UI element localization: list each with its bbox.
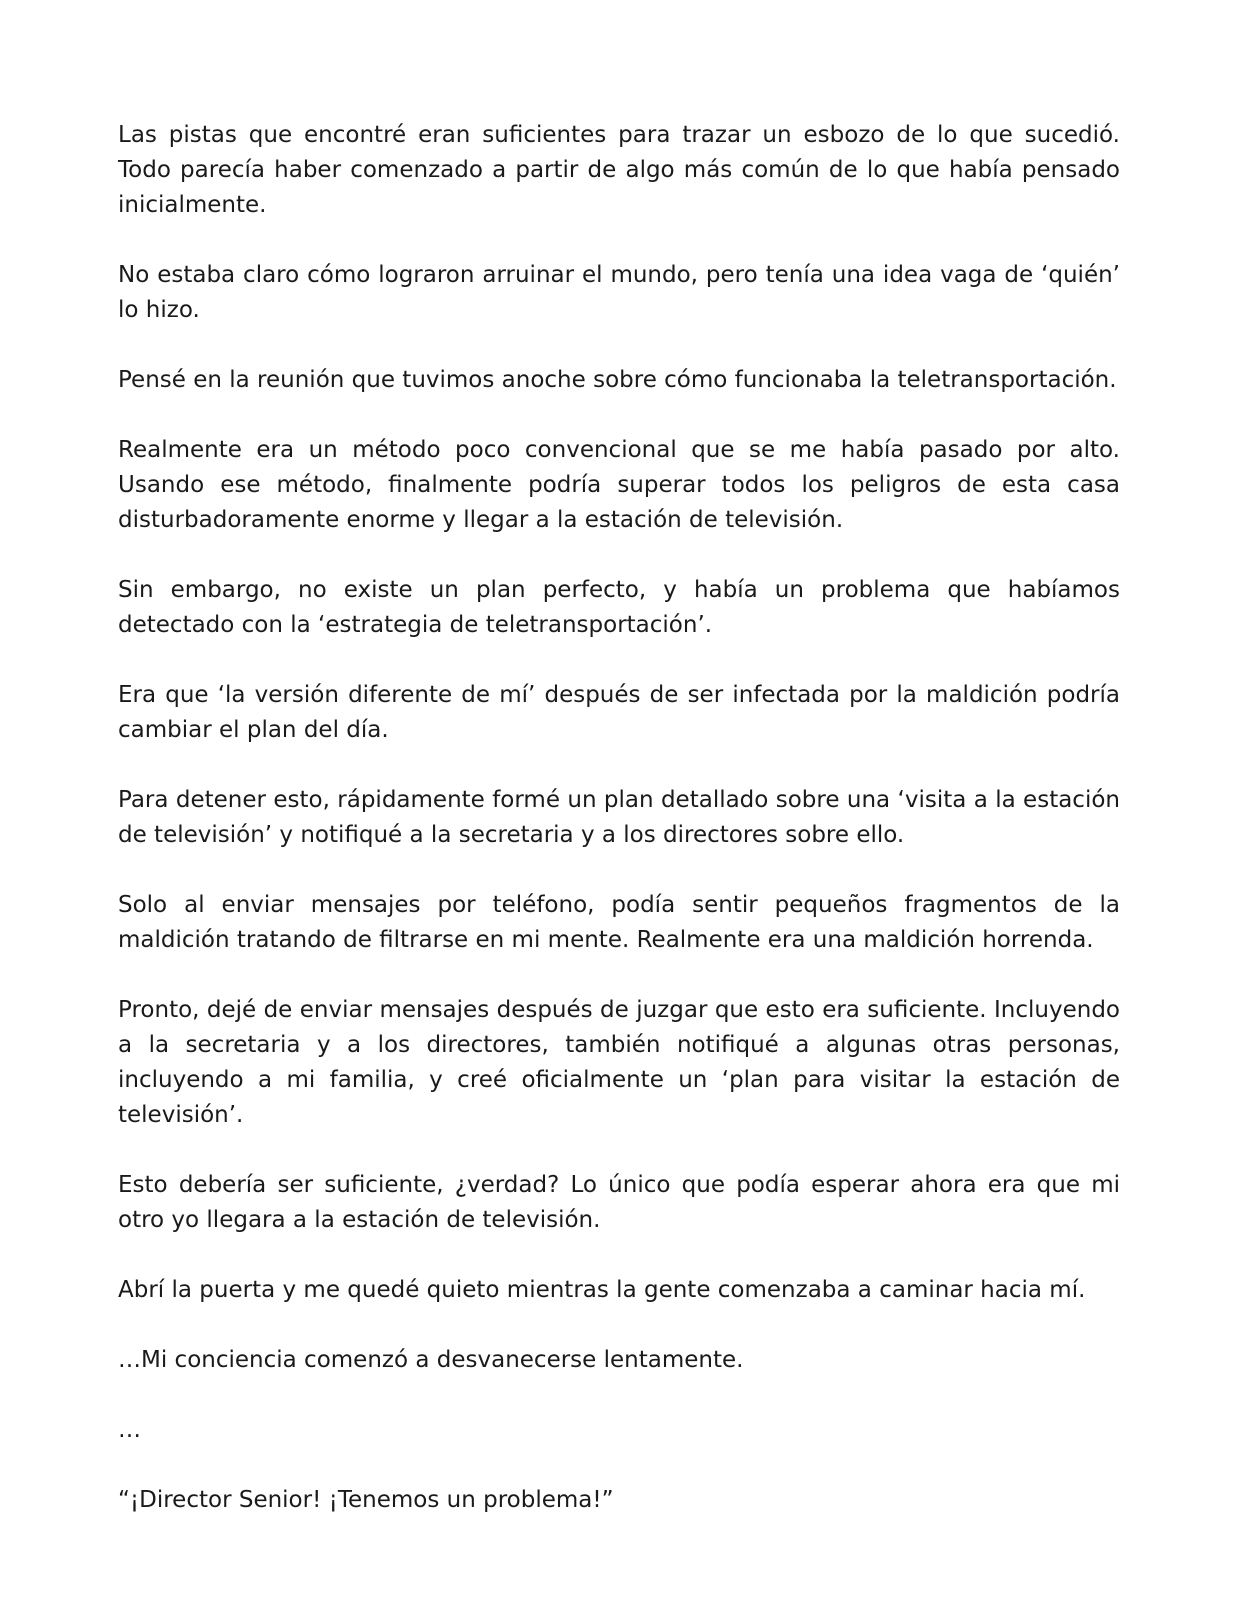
paragraph-11: Abrí la puerta y me quedé quieto mientras la gente comenzaba a caminar hacia mí. [118, 1277, 1086, 1303]
paragraph-10: Esto debería ser suficiente, ¿verdad? Lo único que podía esperar ahora era que mi otro yo llegara a la estación de televisión. [118, 1172, 1120, 1233]
paragraph-14: “¡Director Senior! ¡Tenemos un problema!” [118, 1487, 614, 1513]
paragraph-12: …Mi conciencia comenzó a desvanecerse lentamente. [118, 1347, 744, 1373]
paragraph-6: Era que ‘la versión diferente de mí’ después de ser infectada por la maldición podría cambiar el plan del día. [118, 682, 1120, 743]
paragraph-4: Realmente era un método poco convencional que se me había pasado por alto. Usando ese método, finalmente podría superar todos los peligros de esta casa disturbadoramente enorme y llegar a la estación de televisión. [118, 437, 1120, 533]
document-body [118, 118, 1120, 1553]
paragraph-2: No estaba claro cómo lograron arruinar el mundo, pero tenía una idea vaga de ‘quién’ lo hizo. [118, 262, 1120, 323]
paragraph-1: Las pistas que encontré eran suficientes para trazar un esbozo de lo que sucedió. Todo parecía haber comenzado a partir de algo más común de lo que había pensado inicialmente. [118, 122, 1120, 218]
paragraph-13: … [118, 1417, 141, 1443]
paragraph-9: Pronto, dejé de enviar mensajes después de juzgar que esto era suficiente. Incluyendo a la secretaria y a los directores, también notifiqué a algunas otras personas, incluyendo a mi familia, y creé oficialmente un ‘plan para visitar la estación de televisión’. [118, 997, 1120, 1128]
paragraph-3: Pensé en la reunión que tuvimos anoche sobre cómo funcionaba la teletransportación. [118, 367, 1117, 393]
paragraph-5: Sin embargo, no existe un plan perfecto, y había un problema que habíamos detectado con la ‘estrategia de teletransportación’. [118, 577, 1120, 638]
paragraph-8: Solo al enviar mensajes por teléfono, podía sentir pequeños fragmentos de la maldición tratando de filtrarse en mi mente. Realmente era una maldición horrenda. [118, 892, 1120, 953]
paragraph-7: Para detener esto, rápidamente formé un plan detallado sobre una ‘visita a la estación de televisión’ y notifiqué a la secretaria y a los directores sobre ello. [118, 787, 1120, 848]
